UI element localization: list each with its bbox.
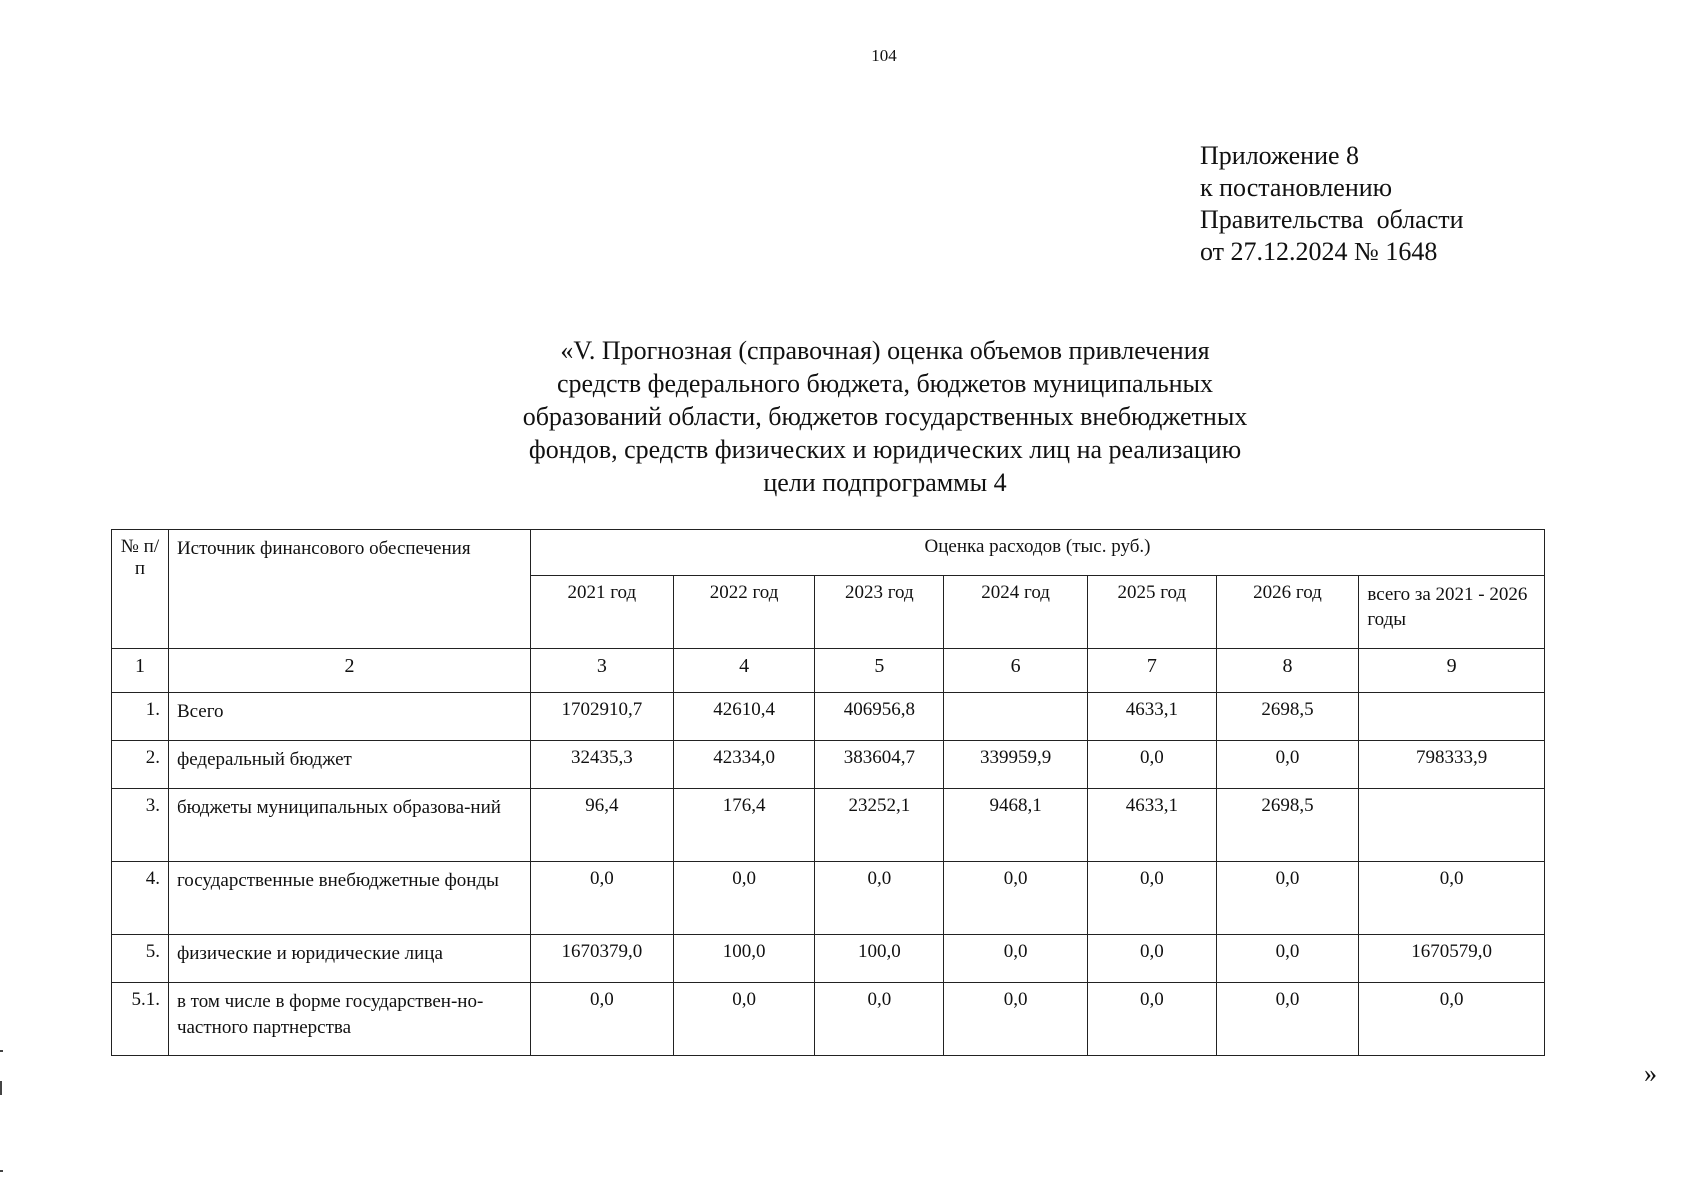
header-source: Источник финансового обеспечения [168,530,530,649]
row-value: 1670379,0 [530,935,673,983]
row-value: 0,0 [530,862,673,935]
row-value: 339959,9 [944,741,1088,789]
row-number: 5. [112,935,169,983]
column-index: 2 [168,649,530,693]
column-index: 4 [673,649,815,693]
title-line: образований области, бюджетов государственных внебюджетных [522,402,1248,431]
row-source: федеральный бюджет [168,741,530,789]
row-number: 4. [112,862,169,935]
row-source: Всего [168,693,530,741]
column-index: 3 [530,649,673,693]
row-number: 5.1. [112,983,169,1056]
page-number: 104 [871,46,897,65]
row-value: 42610,4 [673,693,815,741]
row-value: 1670579,0 [1359,935,1545,983]
row-value: 0,0 [1087,935,1216,983]
table-row [112,741,1545,789]
header-year: 2026 год [1216,576,1359,649]
row-value: 0,0 [673,983,815,1056]
funding-table [111,529,1545,1056]
row-value: 2698,5 [1216,693,1359,741]
column-index-row [112,649,1545,693]
row-value [1359,693,1545,741]
header-estimate: Оценка расходов (тыс. руб.) [530,530,1544,576]
appendix-line: Приложение 8 [1200,141,1360,170]
column-index: 6 [944,649,1088,693]
row-value: 406956,8 [815,693,944,741]
appendix-block [1200,140,1464,268]
row-value: 32435,3 [530,741,673,789]
row-value: 4633,1 [1087,693,1216,741]
row-value: 100,0 [815,935,944,983]
row-number: 3. [112,789,169,862]
row-value: 0,0 [1216,935,1359,983]
row-value: 0,0 [1216,741,1359,789]
header-year: 2022 год [673,576,815,649]
row-value: 383604,7 [815,741,944,789]
row-source: бюджеты муниципальных образова-ний [168,789,530,862]
row-value: 798333,9 [1359,741,1545,789]
row-value [944,693,1088,741]
row-value: 0,0 [944,983,1088,1056]
row-value: 9468,1 [944,789,1088,862]
row-value: 0,0 [1216,983,1359,1056]
scan-edge-mark [0,1081,2,1095]
scan-edge-mark [0,1050,3,1052]
scan-edge-mark [0,1170,3,1172]
row-value: 23252,1 [815,789,944,862]
row-value: 0,0 [1359,983,1545,1056]
row-value: 1702910,7 [530,693,673,741]
row-value: 96,4 [530,789,673,862]
row-source: государственные внебюджетные фонды [168,862,530,935]
row-value: 0,0 [1087,862,1216,935]
appendix-line: Правительства области [1200,205,1464,234]
row-value: 0,0 [530,983,673,1056]
row-value [1359,789,1545,862]
header-year: 2023 год [815,576,944,649]
header-year: 2024 год [944,576,1088,649]
closing-quote: » [1644,1059,1657,1088]
row-value: 0,0 [1087,983,1216,1056]
row-value: 0,0 [1087,741,1216,789]
appendix-line: от 27.12.2024 № 1648 [1200,237,1438,266]
table-row [112,789,1545,862]
header-num: № п/п [112,530,169,649]
row-value: 2698,5 [1216,789,1359,862]
row-value: 0,0 [815,862,944,935]
title-line: средств федерального бюджета, бюджетов муниципальных [557,369,1213,398]
header-year: 2021 год [530,576,673,649]
table-row [112,983,1545,1056]
row-value: 0,0 [944,862,1088,935]
row-value: 0,0 [1216,862,1359,935]
row-value: 176,4 [673,789,815,862]
column-index: 7 [1087,649,1216,693]
row-value: 0,0 [673,862,815,935]
title-line: фондов, средств физических и юридических лиц на реализацию [528,435,1242,464]
column-index: 9 [1359,649,1545,693]
row-value: 100,0 [673,935,815,983]
header-year: 2025 год [1087,576,1216,649]
header-year-total: всего за 2021 - 2026 годы [1359,576,1545,649]
row-number: 2. [112,741,169,789]
row-value: 0,0 [815,983,944,1056]
title-line: «V. Прогнозная (справочная) оценка объемов привлечения [560,336,1210,365]
row-value: 0,0 [944,935,1088,983]
table-row [112,693,1545,741]
table-row [112,862,1545,935]
row-source: в том числе в форме государствен-но-частного партнерства [168,983,530,1056]
table-row [112,935,1545,983]
document-title [430,334,1340,499]
row-value: 4633,1 [1087,789,1216,862]
row-value: 0,0 [1359,862,1545,935]
appendix-line: к постановлению [1200,173,1393,202]
title-line: цели подпрограммы 4 [763,468,1007,497]
row-source: физические и юридические лица [168,935,530,983]
column-index: 8 [1216,649,1359,693]
column-index: 5 [815,649,944,693]
row-number: 1. [112,693,169,741]
row-value: 42334,0 [673,741,815,789]
column-index: 1 [112,649,169,693]
